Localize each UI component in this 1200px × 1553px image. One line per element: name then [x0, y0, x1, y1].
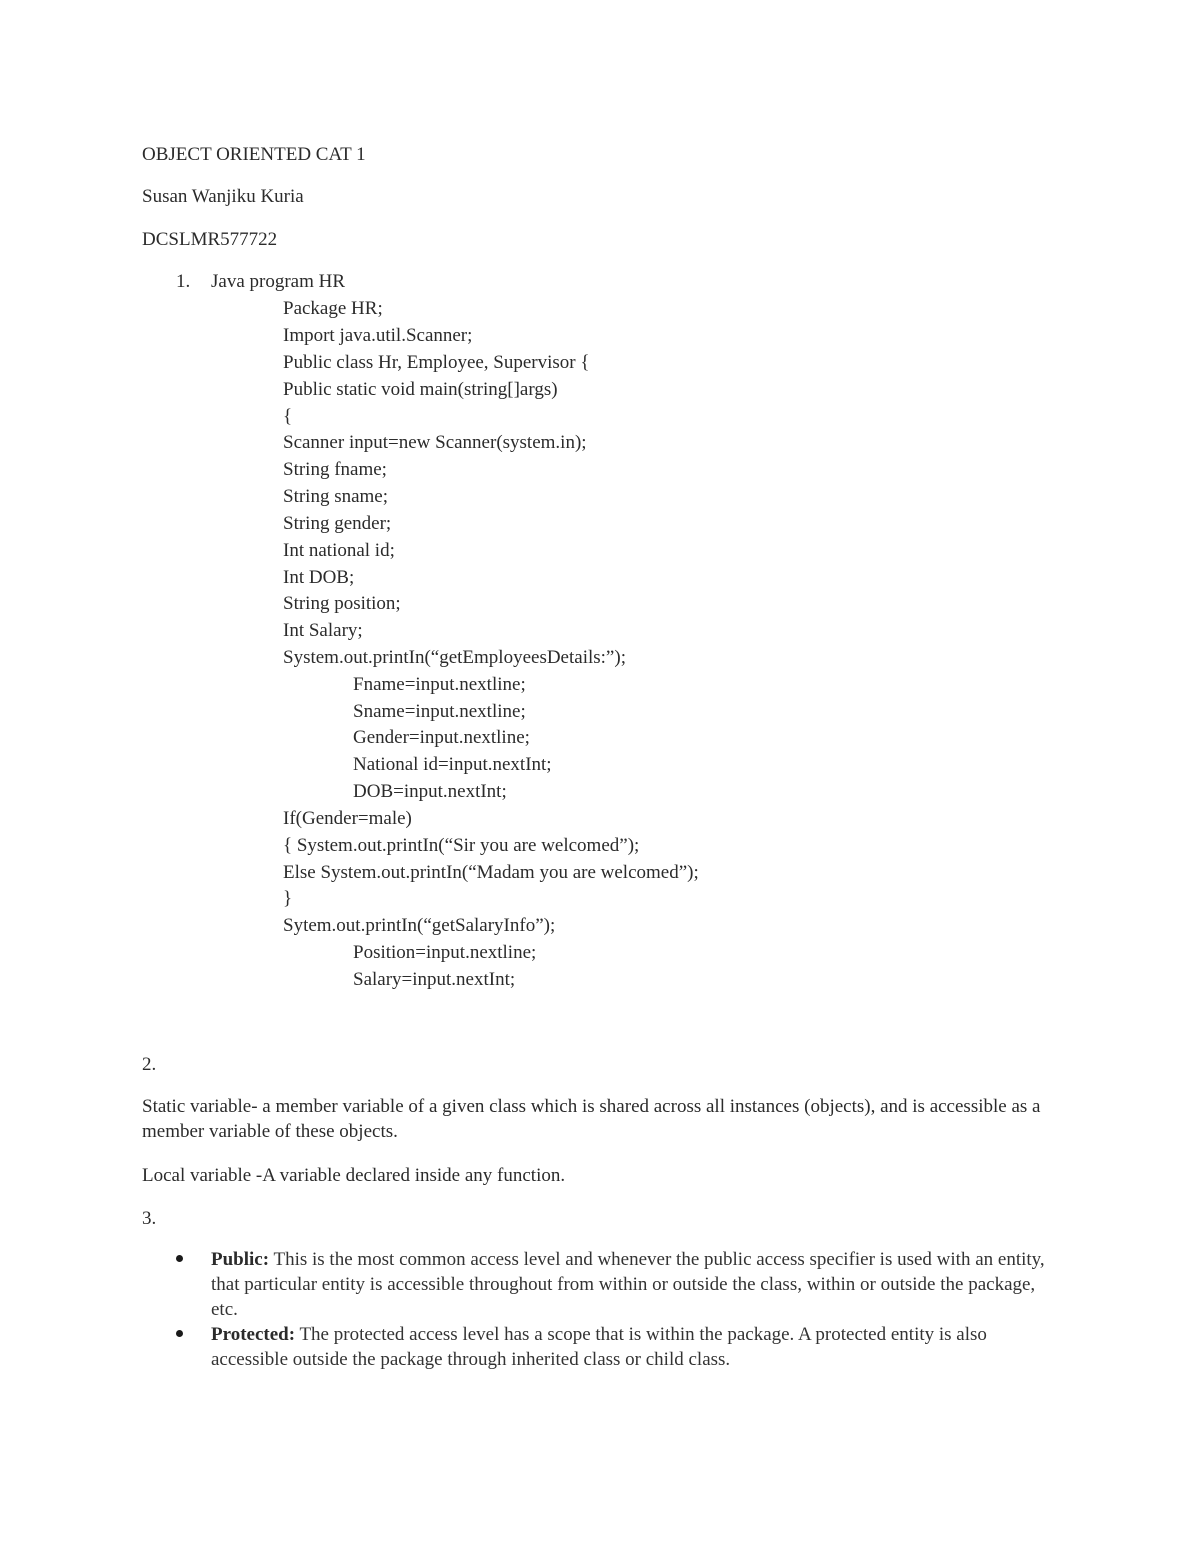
code-line: Salary=input.nextInt;: [353, 969, 516, 990]
question-1-heading: Java program HR: [211, 271, 346, 292]
code-line: String position;: [283, 593, 401, 614]
access-level-public: [211, 1247, 1061, 1322]
code-line: {: [283, 406, 293, 427]
code-line: { System.out.printIn(“Sir you are welcomed”);: [283, 835, 640, 856]
code-line: String gender;: [283, 513, 392, 534]
term-description: The protected access level has a scope that is within the package. A protected entity is also accessible outside the package through inherited class or child class.: [211, 1324, 987, 1370]
author-name: Susan Wanjiku Kuria: [142, 186, 304, 207]
code-line: Int DOB;: [283, 567, 355, 588]
code-line: Public class Hr, Employee, Supervisor {: [283, 352, 590, 373]
code-line: Scanner input=new Scanner(system.in);: [283, 432, 587, 453]
code-line: DOB=input.nextInt;: [353, 781, 507, 802]
code-line: Else System.out.printIn(“Madam you are welcomed”);: [283, 862, 699, 883]
access-level-protected: [211, 1322, 1061, 1372]
term-label: Protected:: [211, 1324, 296, 1345]
code-line: Sytem.out.printIn(“getSalaryInfo”);: [283, 915, 556, 936]
question-2-number: 2.: [142, 1054, 157, 1075]
code-line: Sname=input.nextline;: [353, 701, 526, 722]
code-line: Public static void main(string[]args): [283, 379, 558, 400]
code-line: Gender=input.nextline;: [353, 727, 530, 748]
bullet-dot: [176, 1330, 183, 1337]
code-line: System.out.printIn(“getEmployeesDetails:”);: [283, 647, 626, 668]
term-label: Public:: [211, 1249, 270, 1270]
code-line: }: [283, 888, 293, 909]
code-line: String fname;: [283, 459, 387, 480]
question-3-number: 3.: [142, 1208, 157, 1229]
term-description: This is the most common access level and whenever the public access specifier is used with an entity, that particular entity is accessible throughout from within or outside the class, within or outside the package, etc.: [211, 1249, 1045, 1320]
question-1-number: 1.: [176, 271, 191, 292]
registration-number: DCSLMR577722: [142, 229, 278, 250]
code-line: Int national id;: [283, 540, 395, 561]
code-line: String sname;: [283, 486, 389, 507]
code-line: Package HR;: [283, 298, 383, 319]
code-line: Position=input.nextline;: [353, 942, 537, 963]
code-line: If(Gender=male): [283, 808, 412, 829]
bullet-dot: [176, 1255, 183, 1262]
code-line: Fname=input.nextline;: [353, 674, 526, 695]
code-line: Int Salary;: [283, 620, 363, 641]
document-title: OBJECT ORIENTED CAT 1: [142, 144, 366, 165]
local-variable-definition: Local variable -A variable declared inside any function.: [142, 1165, 566, 1186]
code-line: Import java.util.Scanner;: [283, 325, 473, 346]
static-variable-definition: Static variable- a member variable of a given class which is shared across all instances (objects), and is accessible as a member variable of these objects.: [142, 1096, 1041, 1142]
code-line: National id=input.nextInt;: [353, 754, 552, 775]
